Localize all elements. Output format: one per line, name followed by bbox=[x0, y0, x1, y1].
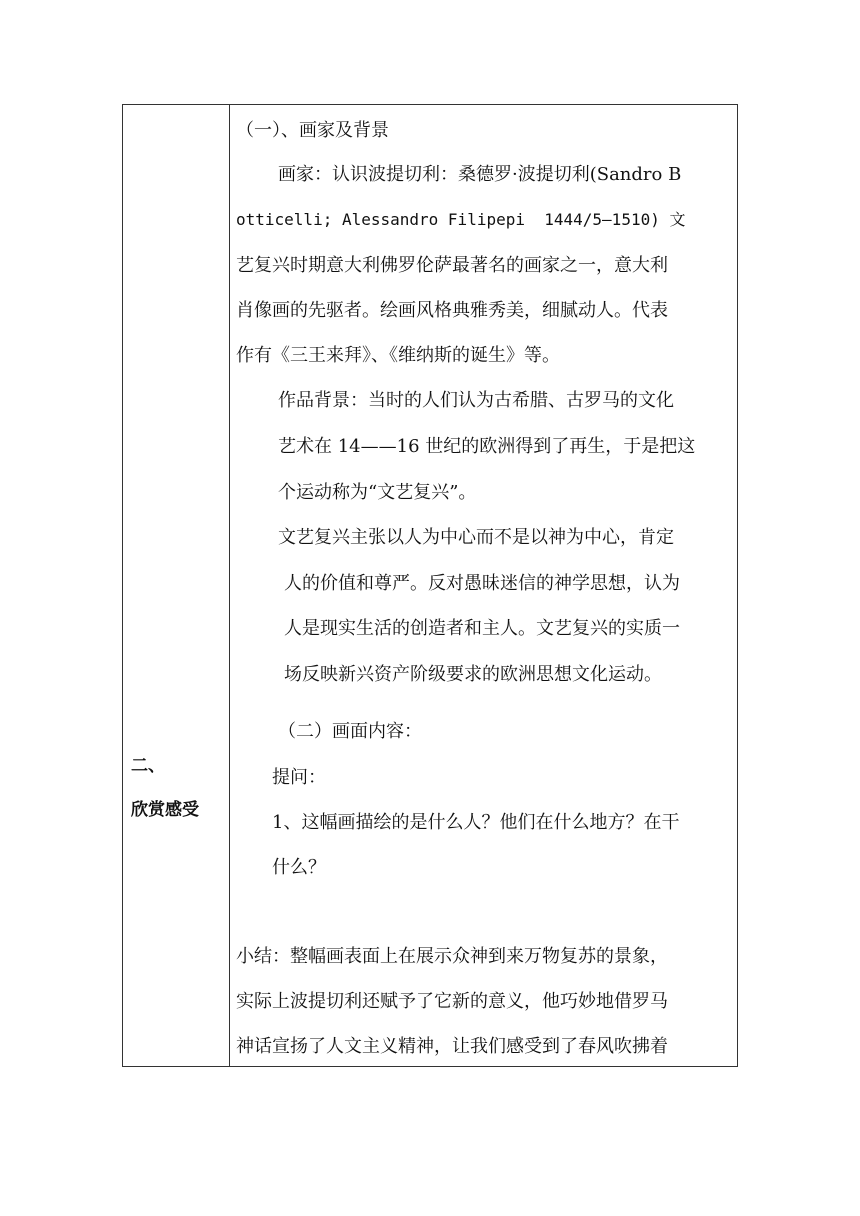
painter-line: 画家：认识波提切利：桑德罗·波提切利(Sandro B bbox=[278, 164, 682, 185]
section-title: 欣赏感受 bbox=[131, 800, 199, 820]
painter-line: 艺复兴时期意大利佛罗伦萨最著名的画家之一，意大利 bbox=[236, 255, 668, 276]
heading-painter-background: （一）、画家及背景 bbox=[236, 120, 389, 141]
background-line: 作品背景：当时的人们认为古希腊、古罗马的文化 bbox=[278, 390, 674, 411]
section-number: 二、 bbox=[131, 756, 165, 776]
painter-line: 肖像画的先驱者。绘画风格典雅秀美，细腻动人。代表 bbox=[236, 300, 668, 321]
renaissance-line: 场反映新兴资产阶级要求的欧洲思想文化运动。 bbox=[284, 664, 662, 685]
column-divider bbox=[229, 105, 230, 1066]
renaissance-line: 人的价值和尊严。反对愚昧迷信的神学思想，认为 bbox=[284, 573, 680, 594]
summary-line: 神话宣扬了人文主义精神，让我们感受到了春风吹拂着 bbox=[236, 1036, 668, 1057]
summary-line: 实际上波提切利还赋予了它新的意义，他巧妙地借罗马 bbox=[236, 991, 668, 1012]
background-line: 个运动称为“文艺复兴”。 bbox=[278, 482, 477, 503]
background-line: 艺术在 14——16 世纪的欧洲得到了再生，于是把这 bbox=[278, 436, 696, 457]
summary-line: 小结：整幅画表面上在展示众神到来万物复苏的景象， bbox=[236, 946, 668, 967]
question-label: 提问： bbox=[272, 767, 326, 788]
renaissance-line: 人是现实生活的创造者和主人。文艺复兴的实质一 bbox=[284, 618, 680, 639]
renaissance-line: 文艺复兴主张以人为中心而不是以神为中心，肯定 bbox=[278, 527, 674, 548]
lesson-table bbox=[122, 104, 738, 1067]
painter-line: 作有《三王来拜》、《维纳斯的诞生》等。 bbox=[236, 345, 560, 366]
painter-line: otticelli; Alessandro Filipepi 1444/5—1510) 文 bbox=[236, 210, 686, 229]
question-line: 1、这幅画描绘的是什么人？他们在什么地方？在干 bbox=[272, 812, 680, 833]
question-line: 什么？ bbox=[272, 857, 326, 878]
heading-picture-content: （二）画面内容： bbox=[278, 721, 422, 742]
